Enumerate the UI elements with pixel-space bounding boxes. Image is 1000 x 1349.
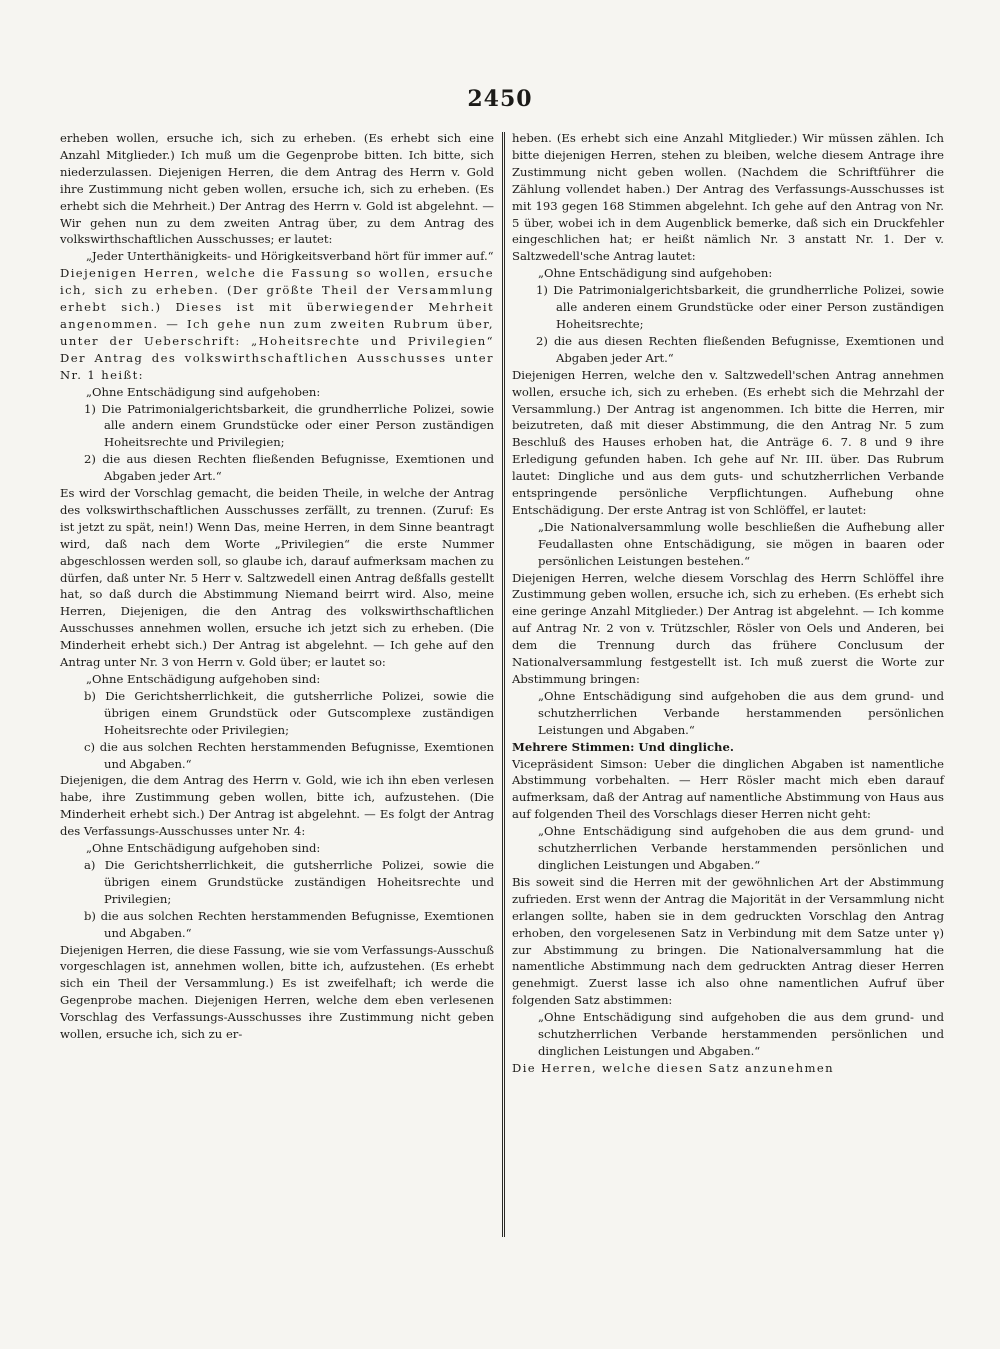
list-item: 2) die aus diesen Rechten fließenden Befugnisse, Exemtionen und Abgaben jeder Art.“ [536,333,944,365]
list-item: 1) Die Patrimonialgerichtsbarkeit, die grundherrliche Polizei, sowie alle andern einem Grundstücke oder einer Person zuständigen Hoheitsrechte und Privilegien; [84,401,494,450]
paragraph: Diejenigen, die dem Antrag des Herrn v. Gold, wie ich ihn eben verlesen habe, ihre Zustimmung geben wollen, bitte ich, aufzustehen. (Die Minderheit erhebt sich.) Der Antrag ist abgelehnt. — Es folgt der Antrag des Verfassungs-Ausschusses unter Nr. 4: [60,773,494,839]
paragraph: Diejenigen Herren, welche den v. Saltzwedell'schen Antrag annehmen wollen, ersuche ich, sich zu erheben. (Es erhebt sich die Mehrzahl der Versammlung.) Der Antrag ist angenommen. Ich bitte die Herren, mir beizutreten, daß mit dieser Abstimmung, die den Antrag Nr. 5 zum Beschluß des Hauses erhoben hat, die Anträge 6. 7. 8 und 9 ihre Erledigung gefunden haben. Ich gehe auf Nr. III. über. Das Rubrum lautet: Dingliche und aus dem guts- und schutzherrlichen Verbande entspringende persönliche Verpflichtungen. Aufhebung ohne Entschädigung. Der erste Antrag ist von Schlöffel, er lautet: [512,367,944,517]
quote: „Ohne Entschädigung aufgehoben sind: [86,672,321,686]
paragraph: Die Herren, welche diesen Satz anzunehmen [512,1060,835,1075]
quote: „Ohne Entschädigung aufgehoben sind: [86,841,321,856]
right-column [512,130,944,1077]
paragraph: Diejenigen Herren, welche diesem Vorschlag des Herrn Schlöffel ihre Zustimmung geben wollen, ersuche ich, sich zu erheben. (Es erhebt sich eine geringe Anzahl Mitglieder.) Der Antrag ist abgelehnt. — Ich komme auf Antrag Nr. 2 von v. Trützschler, Rösler von Oels und Anderen, bei dem die Trennung durch das frühere Conclusum der Nationalversammlung festgestellt ist. Ich muß zuerst die Worte zur Abstimmung bringen: [512,570,944,686]
page-number: 2450 [467,86,533,112]
left-column [60,130,494,1043]
paragraph: heben. (Es erhebt sich eine Anzahl Mitglieder.) Wir müssen zählen. Ich bitte diejenigen Herren, stehen zu bleiben, welche diesem Antrage ihre Zustimmung nicht geben wollen. (Nachdem die Schriftführer die Zählung vollendet haben.) Der Antrag des Verfassungs-Ausschusses ist mit 193 gegen 168 Stimmen abgelehnt. Ich gehe auf den Antrag von Nr. 5 über, wobei ich in dem Augenblick bemerke, daß sich ein Druckfehler eingeschlichen hat; er heißt nämlich Nr. 3 anstatt Nr. 1. Der v. Saltzwedell'sche Antrag lautet: [512,131,944,264]
paragraph: Bis soweit sind die Herren mit der gewöhnlichen Art der Abstimmung zufrieden. Erst wenn der Antrag die Majorität in der Versammlung nicht erlangen sollte, haben sie in dem gedruckten Vorschlag den Antrag erhoben, den vorgelesenen Satz in Verbindung mit dem Satze unter γ) zur Abstimmung zu bringen. Die Nationalversammlung hat die namentliche Abstimmung nach dem gedruckten Antrag dieser Herren genehmigt. Zuerst lasse ich also ohne namentlichen Aufruf über folgenden Satz abstimmen: [512,874,944,1008]
list-item: 2) die aus diesen Rechten fließenden Befugnisse, Exemtionen und Abgaben jeder Art.“ [84,452,494,484]
list-item: b) die aus solchen Rechten herstammenden Befugnisse, Exemtionen und Abgaben.“ [84,908,494,940]
list-item: c) die aus solchen Rechten herstammenden Befugnisse, Exemtionen und Abgaben.“ [84,739,494,771]
speaker-paragraph: Vicepräsident Simson: Ueber die dinglichen Abgaben ist namentliche Abstimmung vorbehalten. — Herr Rösler macht mich eben darauf aufmerksam, daß der Antrag auf namentliche Abstimmung von Haus aus auf folgenden Theil des Vorschlags dieser Herren nicht geht: [512,756,944,822]
paragraph: Diejenigen Herren, welche die Fassung so wollen, ersuche ich, sich zu erheben. (Der größte Theil der Versammlung erhebt sich.) Dieses ist mit überwiegender Mehrheit angenommen. — Ich gehe nun zum zweiten Rubrum über, unter der Ueberschrift: „Hoheitsrechte und Privilegien“ Der Antrag des volkswirthschaftlichen Ausschusses unter Nr. 1 heißt: [60,266,494,382]
quote: „Ohne Entschädigung sind aufgehoben die aus dem grund- und schutzherrlichen Verbande herstammenden persönlichen Leistungen und Abgaben.“ [538,688,944,737]
paragraph: Diejenigen Herren, die diese Fassung, wie sie vom Verfassungs-Ausschuß vorgeschlagen ist, annehmen wollen, bitte ich, aufzustehen. (Es erhebt sich ein Theil der Versammlung.) Es ist zweifelhaft; ich werde die Gegenprobe machen. Diejenigen Herren, welche dem eben verlesenen Vorschlag des Verfassungs-Ausschusses ihre Zustimmung nicht geben wollen, ersuche ich, sich zu er- [60,942,494,1042]
speaker-line: Mehrere Stimmen: Und dingliche. [512,739,734,754]
quote: „Die Nationalversammlung wolle beschließen die Aufhebung aller Feudallasten ohne Entschädigung, sie mögen in baaren oder persönlichen Leistungen bestehen.“ [538,519,944,568]
list-item: 1) Die Patrimonialgerichtsbarkeit, die grundherrliche Polizei, sowie alle anderen einem Grundstücke oder einer Person zuständigen Hoheitsrechte; [536,283,944,331]
quote: „Ohne Entschädigung sind aufgehoben die aus dem grund- und schutzherrlichen Verbande herstammenden persönlichen und dinglichen Leistungen und Abgaben.“ [538,1010,944,1058]
paragraph: erheben wollen, ersuche ich, sich zu erheben. (Es erhebt sich eine Anzahl Mitglieder.) Ich muß um die Gegenprobe bitten. Ich bitte, sich niederzulassen. Diejenigen Herren, die dem Antrag des Herrn v. Gold ihre Zustimmung nicht geben wollen, ersuche ich, sich zu erheben. (Es erhebt sich die Mehrheit.) Der Antrag des Herrn v. Gold ist abgelehnt. — Wir gehen nun zu dem zweiten Antrag über, zu dem Antrag des volkswirthschaftlichen Ausschusses; er lautet: [60,131,494,247]
quote: „Ohne Entschädigung sind aufgehoben: [86,384,321,399]
paragraph: Es wird der Vorschlag gemacht, die beiden Theile, in welche der Antrag des volkswirthschaftlichen Ausschusses zerfällt, zu trennen. (Zuruf: Es ist jetzt zu spät, nein!) Wenn Das, meine Herren, in dem Sinne beantragt wird, daß nach dem Worte „Privilegien“ die erste Nummer abgeschlossen werden soll, so glaube ich, darauf aufmerksam machen zu dürfen, daß unter Nr. 5 Herr v. Saltzwedell einen Antrag deßfalls gestellt hat, so daß durch die Abstimmung Niemand beirrt wird. Also, meine Herren, Diejenigen, die den Antrag des volkswirthschaftlichen Ausschusses annehmen wollen, ersuche ich jetzt sich zu erheben. (Die Minderheit erhebt sich.) Der Antrag ist abgelehnt. — Ich gehe auf den Antrag unter Nr. 3 von Herrn v. Gold über; er lautet so: [60,486,494,670]
quote: „Jeder Unterthänigkeits- und Hörigkeitsverband hört für immer auf.“ [86,249,494,264]
list-item: b) Die Gerichtsherrlichkeit, die gutsherrliche Polizei, sowie die übrigen einem Grundstück oder Gutscomplexe zuständigen Hoheitsrechte oder Privilegien; [84,688,494,737]
quote: „Ohne Entschädigung sind aufgehoben die aus dem grund- und schutzherrlichen Verbande herstammenden persönlichen und dinglichen Leistungen und Abgaben.“ [538,824,944,872]
column-rule [502,132,505,1237]
quote: „Ohne Entschädigung sind aufgehoben: [538,266,773,281]
list-item: a) Die Gerichtsherrlichkeit, die gutsherrliche Polizei, sowie die übrigen einem Grundstücke zuständigen Hoheitsrechte und Privilegien; [84,857,494,906]
